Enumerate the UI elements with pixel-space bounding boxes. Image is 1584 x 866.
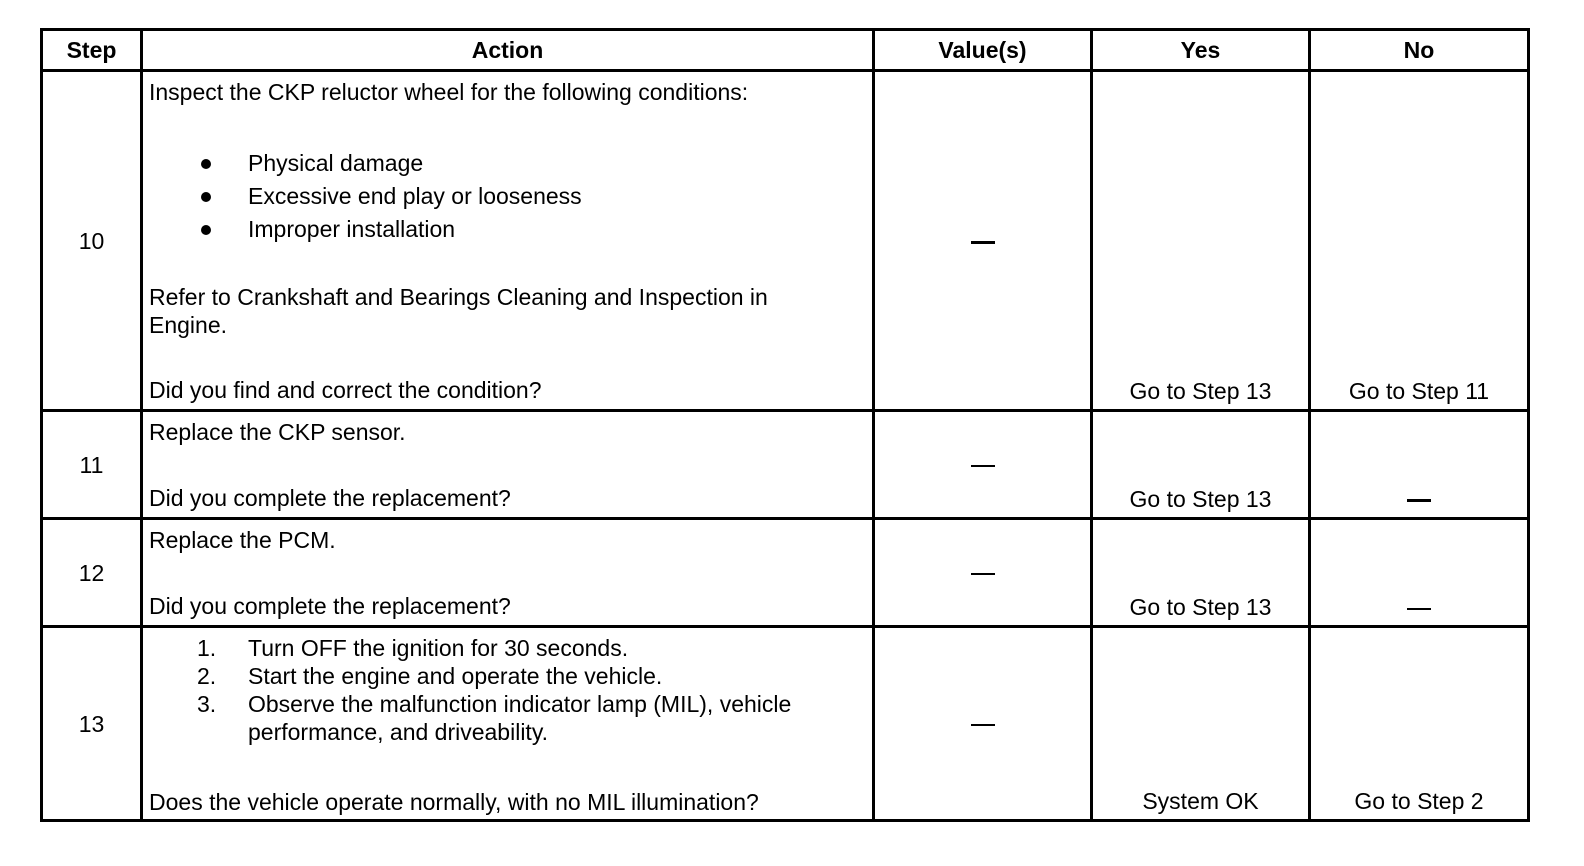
- yes-result: System OK: [1142, 788, 1259, 814]
- value-cell: [874, 71, 1092, 411]
- procedure-list: [149, 634, 866, 746]
- step-number: 13: [42, 627, 142, 821]
- list-item: Improper installation: [149, 213, 866, 246]
- table-row: [42, 411, 1529, 519]
- table-row: [42, 519, 1529, 627]
- yes-cell: [1092, 519, 1310, 627]
- yes-cell: [1092, 71, 1310, 411]
- no-result: [1311, 593, 1527, 625]
- action-cell: [142, 627, 874, 821]
- header-no: No: [1310, 30, 1529, 71]
- list-item: Physical damage: [149, 147, 866, 180]
- action-question: Did you complete the replacement?: [149, 485, 511, 511]
- yes-result: Go to Step 13: [1129, 594, 1272, 620]
- yes-result: Go to Step 13: [1129, 378, 1272, 404]
- yes-result: Go to Step 13: [1129, 486, 1272, 512]
- table-row: [42, 627, 1529, 821]
- step-number: 11: [42, 411, 142, 519]
- step-number: 10: [42, 71, 142, 411]
- list-item: 3. Observe the malfunction indicator lamp (MIL), vehicle performance, and driveability.: [197, 691, 792, 745]
- list-item: 2. Start the engine and operate the vehicle.: [197, 663, 663, 689]
- header-yes: Yes: [1092, 30, 1310, 71]
- action-cell: [142, 519, 874, 627]
- list-item: Excessive end play or looseness: [149, 180, 866, 213]
- value-cell: [874, 627, 1092, 821]
- yes-cell: [1092, 627, 1310, 821]
- action-intro: Replace the CKP sensor.: [149, 419, 406, 445]
- no-result: [1311, 485, 1527, 517]
- value-dash: [971, 465, 995, 467]
- no-result: Go to Step 2: [1354, 788, 1484, 814]
- bullet-icon: [201, 225, 211, 235]
- value-dash: [971, 724, 995, 726]
- yes-cell: [1092, 411, 1310, 519]
- no-cell: [1310, 627, 1529, 821]
- diagnostic-table: [40, 28, 1530, 822]
- no-cell: [1310, 411, 1529, 519]
- condition-list: [149, 147, 866, 246]
- action-intro: Replace the PCM.: [149, 527, 336, 553]
- refer-text: Refer to Crankshaft and Bearings Cleaning and Inspection in Engine.: [149, 284, 768, 338]
- action-question: Did you find and correct the condition?: [149, 377, 542, 403]
- value-cell: [874, 519, 1092, 627]
- value-dash: [971, 573, 995, 575]
- list-item: 1. Turn OFF the ignition for 30 seconds.: [197, 635, 629, 661]
- action-cell: [142, 71, 874, 411]
- header-row: [42, 30, 1529, 71]
- no-cell: [1310, 71, 1529, 411]
- action-intro: Inspect the CKP reluctor wheel for the following conditions:: [149, 79, 749, 105]
- value-cell: [874, 411, 1092, 519]
- value-dash: [971, 241, 995, 244]
- table-row: [42, 71, 1529, 411]
- bullet-icon: [201, 192, 211, 202]
- header-step: Step: [42, 30, 142, 71]
- no-dash: [1407, 499, 1431, 502]
- action-question: Did you complete the replacement?: [149, 593, 511, 619]
- action-cell: [142, 411, 874, 519]
- step-number: 12: [42, 519, 142, 627]
- header-action: Action: [142, 30, 874, 71]
- bullet-icon: [201, 159, 211, 169]
- no-result: Go to Step 11: [1348, 378, 1490, 404]
- header-values: Value(s): [874, 30, 1092, 71]
- action-question: Does the vehicle operate normally, with no MIL illumination?: [149, 789, 759, 815]
- no-dash: [1407, 608, 1431, 610]
- no-cell: [1310, 519, 1529, 627]
